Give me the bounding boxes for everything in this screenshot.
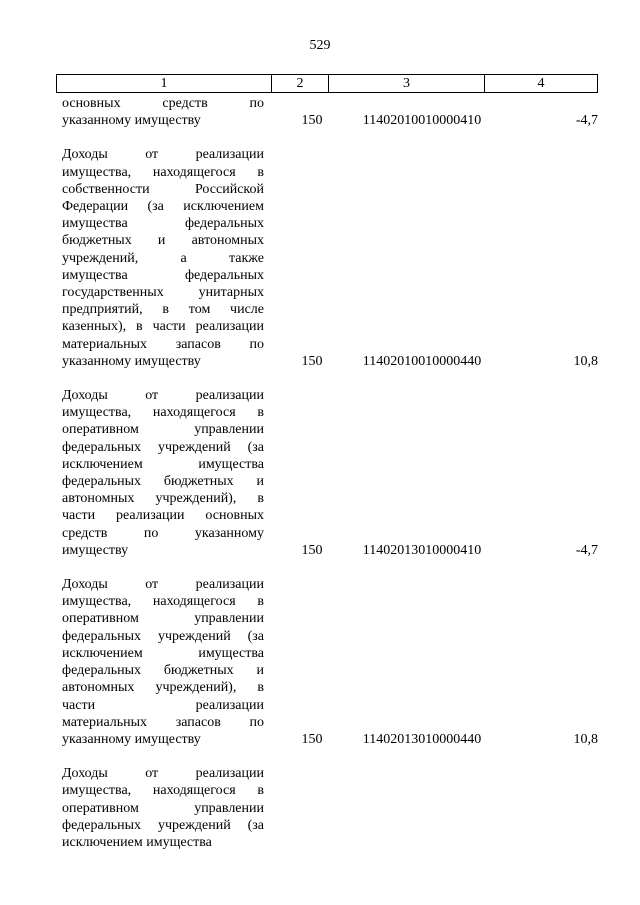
- description-line: казенных), в части реализации: [62, 319, 264, 335]
- description-line: имущества, находящегося в: [62, 405, 264, 421]
- row-budget-code: 11402013010000440: [362, 731, 482, 747]
- row-amount: 10,8: [573, 731, 598, 747]
- description-line: имущества, находящегося в: [62, 783, 264, 799]
- description-line: указанному имуществу: [62, 731, 201, 747]
- description-line: оперативном управлении: [62, 800, 264, 816]
- description-line: Доходы от реализации: [62, 147, 264, 163]
- table-row: [62, 576, 598, 748]
- row-description: [62, 765, 264, 851]
- row-budget-code: 11402013010000410: [362, 542, 482, 558]
- table-row: [62, 765, 598, 851]
- description-line: бюджетных и автономных: [62, 233, 264, 249]
- description-line: федеральных учреждений (за: [62, 439, 264, 455]
- description-line: федеральных бюджетных и: [62, 663, 264, 679]
- row-group-code: 150: [301, 542, 323, 558]
- description-line: федеральных бюджетных и: [62, 474, 264, 490]
- description-line: имуществу: [62, 542, 129, 558]
- row-group-code: 150: [301, 731, 323, 747]
- description-line: федеральных учреждений (за: [62, 817, 264, 833]
- description-line: имущества федеральных: [62, 267, 264, 283]
- description-line: Доходы от реализации: [62, 577, 264, 593]
- description-line: учреждений, а также: [62, 250, 264, 266]
- row-amount: 10,8: [573, 353, 598, 369]
- description-line: оперативном управлении: [62, 422, 264, 438]
- table-row: [62, 146, 598, 370]
- row-budget-code: 11402010010000410: [362, 113, 482, 129]
- description-line: исключением имущества: [62, 834, 212, 850]
- table-header: [56, 74, 598, 93]
- description-line: государственных унитарных: [62, 285, 264, 301]
- row-group-code: 150: [301, 113, 323, 129]
- description-line: имущества, находящегося в: [62, 164, 264, 180]
- description-line: федеральных учреждений (за: [62, 628, 264, 644]
- description-line: собственности Российской: [62, 181, 264, 197]
- header-col-3: 3: [329, 75, 485, 92]
- description-line: указанному имуществу: [62, 353, 201, 369]
- description-line: оперативном управлении: [62, 611, 264, 627]
- description-line: средств по указанному: [62, 525, 264, 541]
- description-line: Доходы от реализации: [62, 388, 264, 404]
- description-line: предприятий, в том числе: [62, 302, 264, 318]
- page-number: 529: [309, 38, 331, 53]
- row-amount: -4,7: [575, 113, 598, 129]
- header-col-4: 4: [537, 76, 545, 91]
- row-description: [62, 146, 264, 370]
- description-line: имущества, находящегося в: [62, 594, 264, 610]
- description-line: части реализации основных: [62, 508, 264, 524]
- row-description: [62, 576, 264, 748]
- description-line: исключением имущества: [62, 456, 264, 472]
- description-line: Федерации (за исключением: [62, 199, 264, 215]
- description-line: автономных учреждений), в: [62, 491, 264, 507]
- row-budget-code: 11402010010000440: [362, 353, 482, 369]
- row-group-code: 150: [301, 353, 323, 369]
- description-line: указанному имуществу: [62, 113, 201, 129]
- header-col-1: 1: [57, 75, 272, 92]
- description-line: части реализации: [62, 697, 264, 713]
- table-row: [62, 95, 598, 129]
- description-line: материальных запасов по: [62, 714, 264, 730]
- description-line: Доходы от реализации: [62, 766, 264, 782]
- description-line: имущества федеральных: [62, 216, 264, 232]
- description-line: исключением имущества: [62, 645, 264, 661]
- table-row: [62, 387, 598, 559]
- row-description: [62, 387, 264, 559]
- header-col-2: 2: [272, 75, 329, 92]
- row-description: [62, 95, 264, 129]
- row-amount: -4,7: [575, 542, 598, 558]
- description-line: автономных учреждений), в: [62, 680, 264, 696]
- description-line: материальных запасов по: [62, 336, 264, 352]
- description-line: основных средств по: [62, 96, 264, 111]
- table-body: [62, 95, 598, 868]
